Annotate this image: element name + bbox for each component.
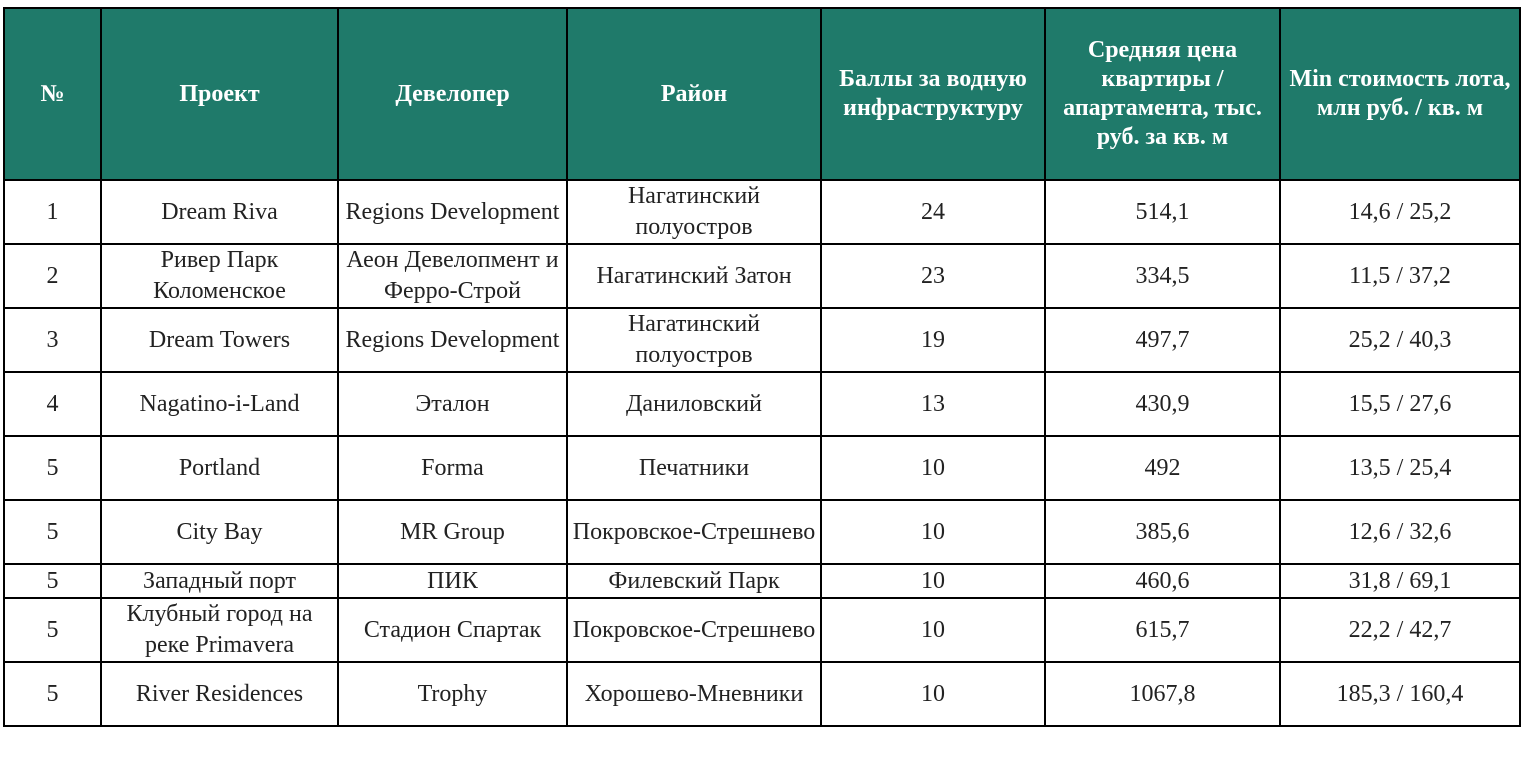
cell-number: 5 [4,564,101,598]
cell-water-score: 23 [821,244,1045,308]
cell-project: Ривер Парк Коломенское [101,244,338,308]
header-average-price: Средняя цена квартиры / апартамента, тыс. руб. за кв. м [1045,8,1280,180]
table-row [4,308,1520,372]
cell-district: Хорошево-Мневники [567,662,821,726]
table-row [4,500,1520,564]
cell-min-lot-price: 31,8 / 69,1 [1280,564,1520,598]
cell-district: Нагатинский полуостров [567,180,821,244]
cell-min-lot-price: 25,2 / 40,3 [1280,308,1520,372]
cell-developer: Эталон [338,372,567,436]
cell-number: 1 [4,180,101,244]
cell-number: 2 [4,244,101,308]
table-row [4,244,1520,308]
cell-average-price: 615,7 [1045,598,1280,662]
cell-water-score: 13 [821,372,1045,436]
cell-water-score: 19 [821,308,1045,372]
header-project: Проект [101,8,338,180]
cell-average-price: 430,9 [1045,372,1280,436]
cell-developer: ПИК [338,564,567,598]
header-developer: Девелопер [338,8,567,180]
cell-project: Portland [101,436,338,500]
cell-min-lot-price: 11,5 / 37,2 [1280,244,1520,308]
cell-number: 3 [4,308,101,372]
cell-average-price: 460,6 [1045,564,1280,598]
cell-district: Печатники [567,436,821,500]
table-row [4,662,1520,726]
header-district: Район [567,8,821,180]
cell-district: Даниловский [567,372,821,436]
cell-number: 5 [4,500,101,564]
cell-average-price: 385,6 [1045,500,1280,564]
cell-water-score: 24 [821,180,1045,244]
cell-district: Филевский Парк [567,564,821,598]
cell-developer: Стадион Спартак [338,598,567,662]
cell-district: Нагатинский Затон [567,244,821,308]
cell-water-score: 10 [821,598,1045,662]
cell-average-price: 514,1 [1045,180,1280,244]
cell-developer: Trophy [338,662,567,726]
cell-developer: Аеон Девелопмент и Ферро-Строй [338,244,567,308]
table-row [4,598,1520,662]
cell-developer: Regions Development [338,180,567,244]
cell-developer: MR Group [338,500,567,564]
cell-min-lot-price: 12,6 / 32,6 [1280,500,1520,564]
cell-water-score: 10 [821,500,1045,564]
cell-number: 5 [4,436,101,500]
header-number: № [4,8,101,180]
cell-number: 4 [4,372,101,436]
table-row [4,372,1520,436]
cell-district: Покровское-Стрешнево [567,598,821,662]
header-water-score: Баллы за водную инфраструктуру [821,8,1045,180]
table-row [4,564,1520,598]
cell-developer: Forma [338,436,567,500]
cell-average-price: 497,7 [1045,308,1280,372]
cell-project: River Residences [101,662,338,726]
cell-min-lot-price: 13,5 / 25,4 [1280,436,1520,500]
data-table [3,7,1521,727]
cell-water-score: 10 [821,436,1045,500]
cell-water-score: 10 [821,662,1045,726]
cell-project: Клубный город на реке Primavera [101,598,338,662]
cell-average-price: 334,5 [1045,244,1280,308]
cell-average-price: 492 [1045,436,1280,500]
cell-project: Dream Riva [101,180,338,244]
cell-project: Западный порт [101,564,338,598]
cell-min-lot-price: 22,2 / 42,7 [1280,598,1520,662]
cell-average-price: 1067,8 [1045,662,1280,726]
table-row [4,436,1520,500]
header-row [4,8,1520,180]
cell-district: Покровское-Стрешнево [567,500,821,564]
cell-project: Nagatino-i-Land [101,372,338,436]
cell-developer: Regions Development [338,308,567,372]
table-row [4,180,1520,244]
header-min-lot-price: Min стоимость лота, млн руб. / кв. м [1280,8,1520,180]
cell-min-lot-price: 15,5 / 27,6 [1280,372,1520,436]
cell-project: Dream Towers [101,308,338,372]
cell-project: City Bay [101,500,338,564]
cell-water-score: 10 [821,564,1045,598]
cell-min-lot-price: 14,6 / 25,2 [1280,180,1520,244]
cell-min-lot-price: 185,3 / 160,4 [1280,662,1520,726]
cell-district: Нагатинский полуостров [567,308,821,372]
cell-number: 5 [4,662,101,726]
cell-number: 5 [4,598,101,662]
